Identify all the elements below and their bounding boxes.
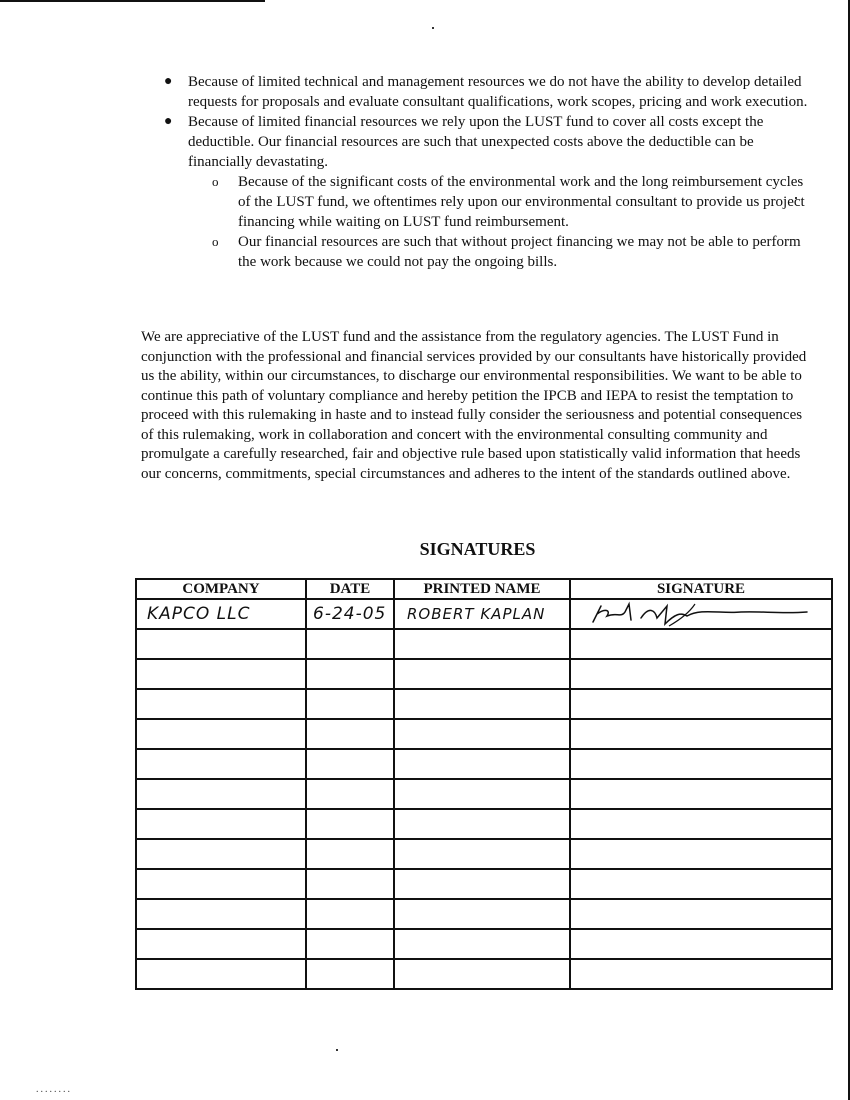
- company-cell: [136, 749, 306, 779]
- header-date: DATE: [306, 579, 394, 599]
- signature-table: [135, 578, 833, 990]
- bullet-dot-icon: ●: [164, 114, 173, 129]
- date-cell: [306, 869, 394, 899]
- signature-table-header: [136, 579, 832, 599]
- signature-cell: [570, 689, 832, 719]
- date-cell: [306, 659, 394, 689]
- signature-cell: [570, 599, 832, 629]
- signature-cell: [570, 809, 832, 839]
- printed-name-cell: [394, 869, 570, 899]
- table-row: [136, 809, 832, 839]
- company-cell: [136, 869, 306, 899]
- company-cell: [136, 719, 306, 749]
- table-row: [136, 869, 832, 899]
- signature-cell: [570, 719, 832, 749]
- table-row: [136, 839, 832, 869]
- signature-cell: [570, 749, 832, 779]
- printed-name-cell: [394, 839, 570, 869]
- printed-name-cell: [394, 959, 570, 989]
- signature-cell: [570, 839, 832, 869]
- signature-cell: [570, 659, 832, 689]
- sub-bullet-item: [210, 232, 810, 272]
- printed-name-cell: ROBERT KAPLAN: [394, 599, 570, 629]
- company-cell: [136, 659, 306, 689]
- signature-cell: [570, 629, 832, 659]
- printed-name-cell: [394, 809, 570, 839]
- signature-cell: [570, 929, 832, 959]
- header-signature: SIGNATURE: [570, 579, 832, 599]
- table-row: [136, 899, 832, 929]
- table-row: [136, 659, 832, 689]
- circle-bullet-icon: o: [212, 174, 219, 189]
- printed-name-cell: [394, 629, 570, 659]
- header-company: COMPANY: [136, 579, 306, 599]
- scan-edge-top: [0, 0, 265, 2]
- printed-name-cell: [394, 659, 570, 689]
- date-cell: [306, 899, 394, 929]
- table-row: [136, 779, 832, 809]
- table-row: [136, 689, 832, 719]
- scan-dots: ........: [36, 1084, 72, 1095]
- sub-bullet-item: [210, 172, 810, 232]
- company-cell: KAPCO LLC: [136, 599, 306, 629]
- signature-cell: [570, 959, 832, 989]
- bullet-item: [160, 72, 810, 112]
- scan-speck: [336, 1049, 338, 1051]
- table-row: [136, 959, 832, 989]
- scan-speck: [432, 27, 434, 29]
- date-cell: [306, 629, 394, 659]
- bullet-text: Because of limited technical and management resources we do not have the ability to develop detailed requests for proposals and evaluate consultant qualifications, work scopes, pricing and work execution.: [188, 74, 808, 110]
- date-cell: [306, 929, 394, 959]
- signature-cell: [570, 899, 832, 929]
- printed-name-cell: [394, 719, 570, 749]
- printed-name-cell: [394, 929, 570, 959]
- company-cell: [136, 929, 306, 959]
- bullet-text: Because of limited financial resources we rely upon the LUST fund to cover all costs except the deductible. Our financial resources are such that unexpected costs above the deductible can be financially devastating.: [188, 114, 764, 170]
- sub-bullet-text: Our financial resources are such that without project financing we may not be able to perform the work because we could not pay the ongoing bills.: [238, 234, 801, 270]
- table-row: [136, 719, 832, 749]
- bullet-item: [160, 112, 810, 172]
- bullet-dot-icon: ●: [164, 74, 173, 89]
- date-cell: [306, 749, 394, 779]
- company-cell: [136, 839, 306, 869]
- company-cell: [136, 629, 306, 659]
- printed-name-cell: [394, 749, 570, 779]
- circle-bullet-icon: o: [212, 234, 219, 249]
- table-row: [136, 929, 832, 959]
- date-cell: [306, 689, 394, 719]
- signature-cell: [570, 869, 832, 899]
- sub-bullet-list: [210, 172, 810, 272]
- signature-cell: [570, 779, 832, 809]
- handwritten-signature-icon: [571, 600, 829, 628]
- sub-bullet-text: Because of the significant costs of the environmental work and the long reimbursement cycles of the LUST fund, we oftentimes rely upon our environmental consultant to provide us project financing while waiting on LUST fund reimbursement.: [238, 174, 805, 230]
- printed-name-cell: [394, 779, 570, 809]
- printed-name-cell: [394, 899, 570, 929]
- table-row: [136, 629, 832, 659]
- date-cell: [306, 809, 394, 839]
- header-printed-name: PRINTED NAME: [394, 579, 570, 599]
- table-row: [136, 749, 832, 779]
- date-cell: [306, 719, 394, 749]
- date-cell: 6-24-05: [306, 599, 394, 629]
- signature-table-body: [136, 599, 832, 989]
- company-cell: [136, 809, 306, 839]
- date-cell: [306, 839, 394, 869]
- bullet-list: [160, 72, 810, 272]
- company-cell: [136, 779, 306, 809]
- printed-name-cell: [394, 689, 570, 719]
- table-row: [136, 599, 832, 629]
- signatures-heading: SIGNATURES: [419, 539, 536, 559]
- company-cell: [136, 899, 306, 929]
- date-cell: [306, 959, 394, 989]
- date-cell: [306, 779, 394, 809]
- company-cell: [136, 689, 306, 719]
- company-cell: [136, 959, 306, 989]
- closing-paragraph: We are appreciative of the LUST fund and the assistance from the regulatory agencies. The LUST Fund in conjunction with the professional and financial services provided by our consultants have historically provided us the ability, within our circumstances, to discharge our environmental responsibilities. We want to be able to continue this path of voluntary compliance and hereby petition the IPCB and IEPA to resist the temptation to proceed with this rulemaking in haste and to instead fully consider the seriousness and potential consequences of this rulemaking, work in collaboration and concert with the environmental consulting community and promulgate a carefully researched, fair and objective rule based upon statistically valid information that heeds our concerns, commitments, special circumstances and adheres to the intent of the standards outlined above.: [141, 329, 807, 482]
